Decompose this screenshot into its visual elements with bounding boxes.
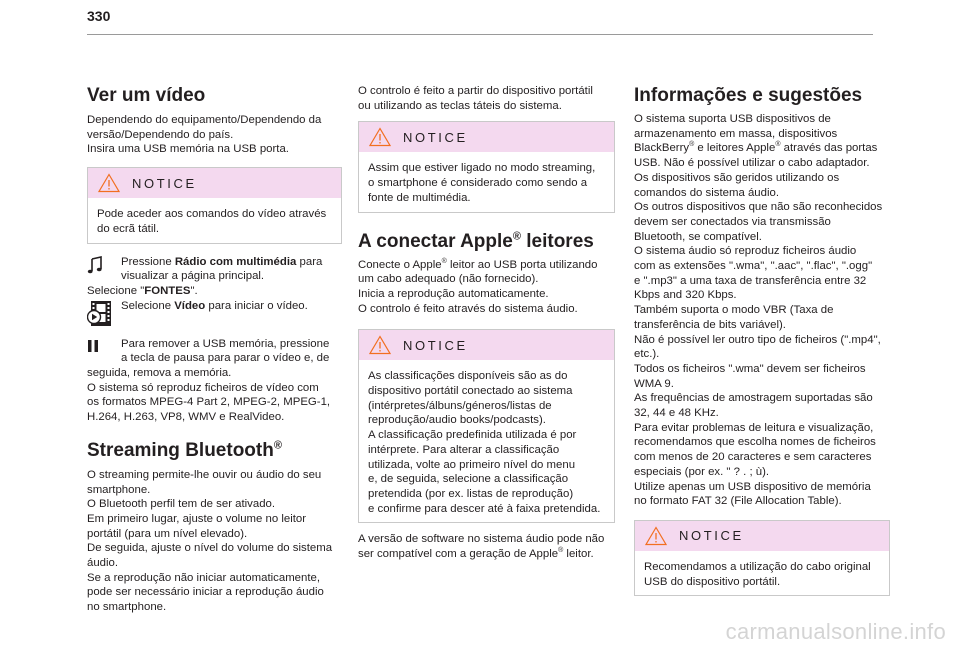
- body-text: USB. Não é possível utilizar o cabo adaptador.: [634, 157, 870, 170]
- notice-box-streaming: [358, 121, 615, 212]
- intro-line: Insira uma USB memória na USB porta.: [87, 143, 289, 156]
- notice-box-cable: [634, 520, 890, 596]
- heading-conectar-apple: A conectar Apple® leitores: [358, 230, 594, 252]
- body-text: O sistema só reproduz ficheiros de vídeo com: [87, 381, 319, 394]
- warning-triangle-icon: [645, 526, 667, 546]
- body-text: Os outros dispositivos que não são reconhecidos: [634, 201, 883, 214]
- notice-text: utilizada, volte ao primeiro nível do menu: [368, 458, 576, 471]
- notice-text: As classificações disponíveis são as do: [368, 370, 568, 383]
- notice-title: NOTICE: [403, 337, 468, 353]
- body-text: As frequências de amostragem suportadas são: [634, 392, 873, 405]
- body-text: BlackBerry® e leitores Apple® através das portas: [634, 141, 878, 155]
- notice-header: [359, 330, 614, 360]
- notice-title: NOTICE: [679, 528, 744, 544]
- body-text: Não é possível ler outro tipo de ficheiros (".mp4",: [634, 333, 881, 346]
- notice-text: do ecrã tátil.: [97, 222, 160, 235]
- body-text: O sistema suporta USB dispositivos de: [634, 113, 831, 125]
- top-divider: [87, 34, 873, 35]
- body-text: ser compatível com a geração de Apple® leitor.: [358, 547, 594, 561]
- body-text: Bluetooth, se compatível.: [634, 230, 762, 243]
- notice-text: e, de seguida, selecione a classificação: [368, 473, 569, 486]
- body-text: pode ser necessário iniciar a reprodução áudio: [87, 586, 324, 599]
- step-text: para: [296, 255, 323, 268]
- body-text: os formatos MPEG-4 Part 2, MPEG-2, MPEG-1,: [87, 396, 331, 409]
- step-remove-usb: [87, 337, 342, 366]
- notice-text: e confirme para descer até à faixa pretendida.: [368, 502, 601, 515]
- column-2: [358, 84, 615, 562]
- warning-triangle-icon: [369, 127, 391, 147]
- step-press-radio: [87, 255, 342, 284]
- body-text: especiais (por ex. " ? . ; ù).: [634, 465, 770, 478]
- body-text: armazenamento em massa, dispositivos: [634, 127, 838, 140]
- body-text: etc.).: [634, 348, 660, 361]
- body-text: A versão de software no sistema áudio pode não: [358, 533, 605, 546]
- body-text: devem ser conectados via transmissão: [634, 215, 831, 228]
- body-text: um cabo adequado (não fornecido).: [358, 273, 539, 286]
- heading-informacoes-sugestoes: Informações e sugestões: [634, 85, 863, 106]
- notice-box-video: [87, 167, 342, 243]
- step-bold: Rádio com multimédia: [174, 255, 297, 268]
- notice-text: dispositivo portátil conectado ao sistema: [368, 385, 573, 398]
- body-text: O streaming permite-lhe ouvir ou áudio do seu: [87, 468, 322, 481]
- notice-text: intérprete. Para alterar a classificação: [368, 443, 560, 456]
- body-text: Utilize apenas um USB dispositivo de memória: [634, 480, 871, 493]
- body-text: no smartphone.: [87, 601, 167, 614]
- body-text: Para evitar problemas de leitura e visualização,: [634, 421, 874, 434]
- step-text: Selecione ": [87, 284, 145, 297]
- warning-triangle-icon: [369, 335, 391, 355]
- body-text: H.264, H.263, VP8, WMV e RealVideo.: [87, 411, 285, 424]
- column-1: [87, 84, 342, 615]
- watermark-brand: carmanualsonline.info: [725, 619, 946, 644]
- body-text: Os dispositivos são geridos utilizando os: [634, 171, 840, 184]
- step-text: para iniciar o vídeo.: [205, 299, 308, 312]
- page-number: 330: [87, 8, 111, 24]
- heading-streaming-bluetooth: Streaming Bluetooth®: [87, 439, 282, 461]
- body-text: Todos os ficheiros ".wma" devem ser ficheiros: [634, 362, 866, 375]
- notice-text: Pode aceder aos comandos do vídeo através: [97, 208, 327, 221]
- body-text: O controlo é feito a partir do dispositivo portátil: [358, 85, 593, 97]
- music-note-icon: [87, 255, 121, 275]
- body-text: Se a reprodução não iniciar automaticamente,: [87, 571, 321, 584]
- body-text: seguida, remova a memória.: [87, 367, 232, 380]
- body-text: ou utilizando as teclas táteis do sistema.: [358, 99, 562, 112]
- body-text: smartphone.: [87, 483, 151, 496]
- body-text: O sistema áudio só reproduz ficheiros áudio: [634, 245, 857, 258]
- notice-text: USB do dispositivo portátil.: [644, 575, 781, 588]
- pause-icon: [87, 337, 121, 352]
- notice-text: fonte de multimédia.: [368, 191, 471, 204]
- body-text: áudio.: [87, 557, 119, 570]
- step-text: a tecla de pausa para parar o vídeo e, de: [121, 352, 330, 365]
- heading-ver-um-video: Ver um vídeo: [87, 85, 206, 106]
- notice-header: [88, 168, 341, 198]
- body-text: no formato FAT 32 (File Allocation Table).: [634, 495, 842, 508]
- video-film-icon: [87, 299, 121, 327]
- notice-text: pretendida (por ex. listas de reprodução): [368, 487, 574, 500]
- body-text: Inicia a reprodução automaticamente.: [358, 287, 549, 300]
- step-select-video: [87, 299, 342, 327]
- intro-line: versão/Dependendo do país.: [87, 128, 234, 141]
- notice-text: A classificação predefinida utilizada é por: [368, 429, 577, 442]
- step-bold: Vídeo: [174, 299, 206, 312]
- body-text: Kbps and 320 Kbps.: [634, 289, 737, 302]
- notice-header: [359, 122, 614, 152]
- body-text: transferência de bits variável).: [634, 318, 786, 331]
- column-3: [634, 84, 890, 596]
- notice-text: Recomendamos a utilização do cabo original: [644, 560, 871, 573]
- body-text: O controlo é feito através do sistema áudio.: [358, 302, 578, 315]
- body-text: comandos do sistema áudio.: [634, 186, 779, 199]
- intro-line: Dependendo do equipamento/Dependendo da: [87, 114, 322, 126]
- body-text: Conecte o Apple® leitor ao USB porta utilizando: [358, 257, 598, 271]
- notice-text: Assim que estiver ligado no modo streaming,: [368, 162, 596, 175]
- notice-header: [635, 521, 889, 551]
- body-text: Também suporta o modo VBR (Taxa de: [634, 304, 834, 317]
- notice-text: o smartphone é considerado como sendo a: [368, 177, 588, 190]
- warning-triangle-icon: [98, 173, 120, 193]
- notice-text: (intérpretes/álbuns/géneros/listas de: [368, 399, 552, 412]
- body-text: De seguida, ajuste o nível do volume do sistema: [87, 542, 333, 555]
- body-text: com as extensões ".wma", ".aac", ".flac", ".ogg": [634, 260, 873, 273]
- notice-title: NOTICE: [403, 129, 468, 145]
- step-text: Pressione: [121, 255, 175, 268]
- body-text: 32, 44 e 48 KHz.: [634, 407, 719, 420]
- body-text: com menos de 20 caracteres e sem caracteres: [634, 451, 872, 464]
- body-text: WMA 9.: [634, 377, 674, 390]
- step-text: visualizar a página principal.: [121, 270, 265, 283]
- step-text: Selecione: [121, 299, 175, 312]
- notice-text: reprodução/audio books/podcasts).: [368, 414, 546, 427]
- step-text: ".: [190, 284, 198, 297]
- body-text: Em primeiro lugar, ajuste o volume no leitor: [87, 512, 307, 525]
- body-text: O Bluetooth perfil tem de ser ativado.: [87, 498, 276, 511]
- step-text: Para remover a USB memória, pressione: [121, 337, 330, 350]
- body-text: portátil (para um nível elevado).: [87, 527, 248, 540]
- step-bold: FONTES: [144, 284, 191, 297]
- notice-title: NOTICE: [132, 175, 197, 191]
- body-text: recomendamos que escolha nomes de ficheiros: [634, 436, 876, 449]
- notice-box-classification: [358, 329, 615, 523]
- body-text: e ".mp3" a uma taxa de transferência entre 32: [634, 274, 867, 287]
